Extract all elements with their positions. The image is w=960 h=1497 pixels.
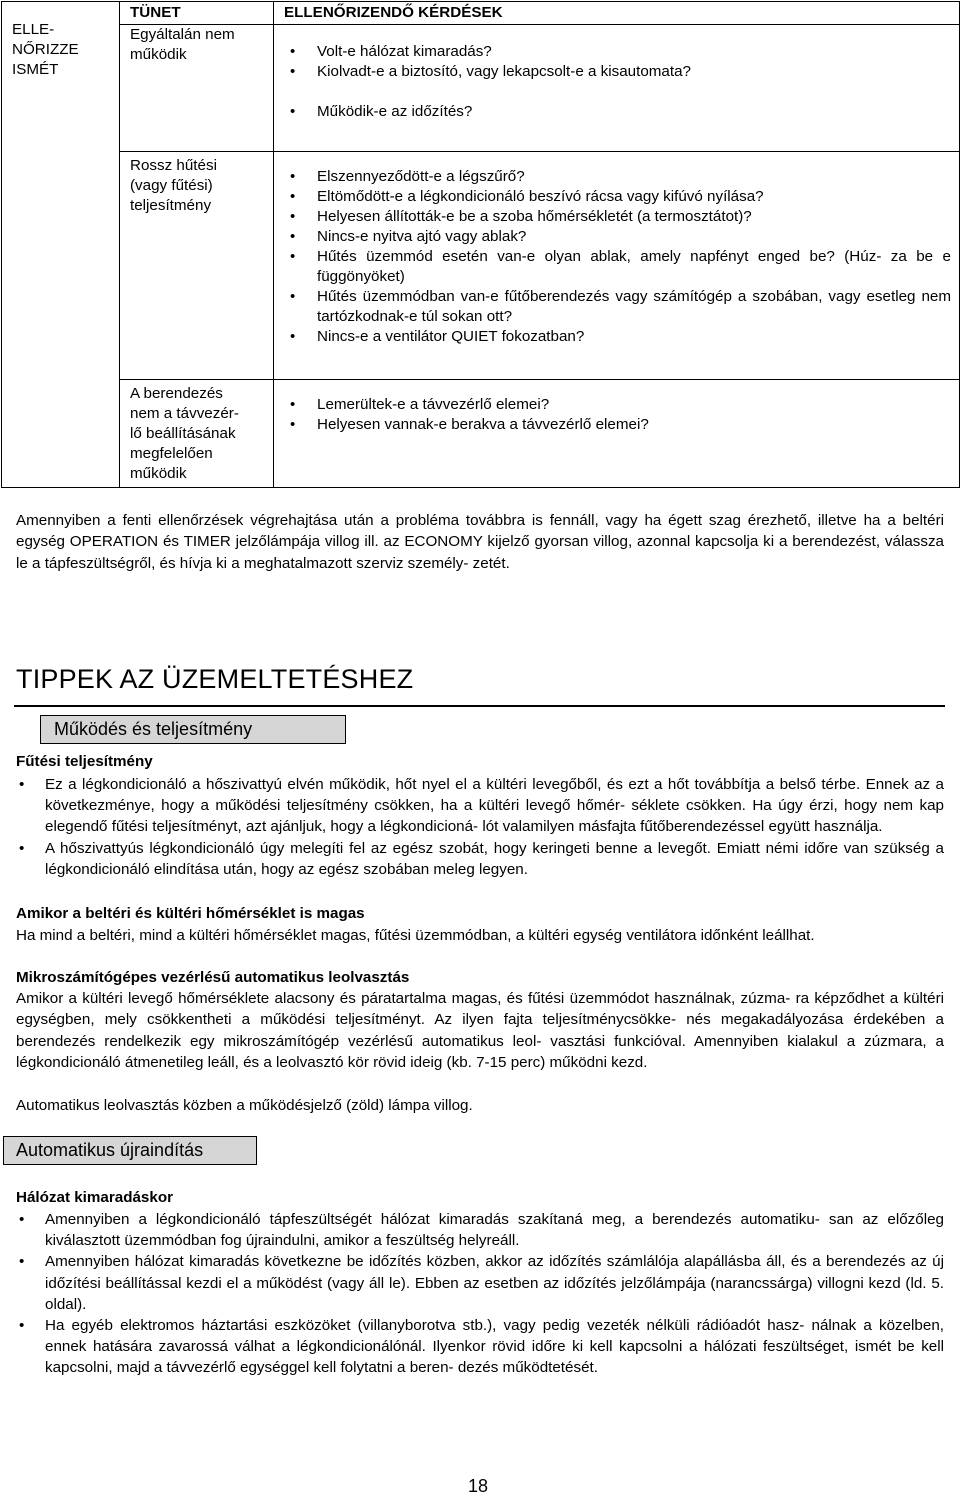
checks-cell xyxy=(274,25,960,152)
check-item: • Helyesen állították-e be a szoba hőmérsékletét (a termosztátot)? xyxy=(274,207,951,227)
check-item: • Hűtés üzemmódban van-e fűtőberendezés vagy számítógép a szobában, vagy esetleg nem tartózkodnak-e túl sokan ott? xyxy=(274,287,951,327)
heating-list xyxy=(16,774,944,880)
symptom-cell: A berendezés nem a távvezér- lő beállításának megfelelően működik xyxy=(120,380,274,488)
check-item: • Nincs-e a ventilátor QUIET fokozatban? xyxy=(274,327,951,347)
operation-performance-heading: Működés és teljesítmény xyxy=(40,715,346,744)
check-again-label: ELLE- NŐRIZZE ISMÉT xyxy=(2,2,120,488)
page-number: 18 xyxy=(468,1476,489,1496)
heating-heading: Fűtési teljesítmény xyxy=(16,753,153,770)
check-item: • Lemerültek-e a távvezérlő elemei? xyxy=(274,395,951,415)
section-title: TIPPEK AZ ÜZEMELTETÉSHEZ xyxy=(16,664,414,694)
defrost-text-2: Automatikus leolvasztás közben a működésjelző (zöld) lámpa villog. xyxy=(16,1097,473,1114)
defrost-text: Amikor a kültéri levegő hőmérséklete alacsony és páratartalma magas, és fűtési üzemmódot használnak, zúzma- ra képződhet a kültéri egységben, mely csökkentheti a működési teljesítményt. Az ilyen fajta teljesítménycsökke- nés megakadályozása érdekében a berendezés rendelkezik egy mikroszámítógép vezérlésű automatikus leol- vasztási funkcióval. Amennyiben kialakul a zúzmara, a légkondicionáló átmenetileg leáll, és a leolvasztó kör rövid ideig (kb. 7-15 perc) működni kezd. xyxy=(16,990,944,1071)
checks-cell xyxy=(274,380,960,488)
checks-header: ELLENŐRIZENDŐ KÉRDÉSEK xyxy=(274,2,960,25)
check-item: • Működik-e az időzítés? xyxy=(274,102,951,122)
list-item: • A hőszivattyús légkondicionáló úgy melegíti fel az egész szobát, hogy keringeti benne a levegőt. Emiatt némi időre van szükség a légkondicionáló elindítása után, hogy az egész szobában meleg legyen. xyxy=(16,838,944,880)
high-temp-text: Ha mind a beltéri, mind a kültéri hőmérséklet magas, fűtési üzemmódban, a kültéri egység ventilátora időnként leállhat. xyxy=(16,927,815,944)
symptom-cell: Rossz hűtési (vagy fűtési) teljesítmény xyxy=(120,152,274,380)
high-temp-heading: Amikor a beltéri és kültéri hőmérséklet is magas xyxy=(16,905,365,922)
symptom-cell: Egyáltalán nem működik xyxy=(120,25,274,152)
list-item: • Ha egyéb elektromos háztartási eszközöket (villanyborotva stb.), vagy pedig vezeték nélküli rádióadót hasz- nálnak a közelben, ennek hatására zavarossá válhat a légkondicionálónál. Ilyenkor rövid időre ki kell kapcsolni a hálózati feszültséget, ismét be kell kapcsolni, majd a távvezérlő egységgel kell folytatni a beren- dezés működtetését. xyxy=(16,1315,944,1379)
checks-cell xyxy=(274,152,960,380)
check-item: • Helyesen vannak-e berakva a távvezérlő elemei? xyxy=(274,415,951,435)
check-item: • Eltömődött-e a légkondicionáló beszívó rácsa vagy kifúvó nyílása? xyxy=(274,187,951,207)
symptom-header: TÜNET xyxy=(120,2,274,25)
list-item: • Amennyiben a légkondicionáló tápfeszültségét hálózat kimaradás szakítaná meg, a berendezés automatiku- san az előzőleg kiválasztott üzemmódban fog újraindulni, amikor a feszültség helyreáll. xyxy=(16,1209,944,1251)
check-item: • Nincs-e nyitva ajtó vagy ablak? xyxy=(274,227,951,247)
check-item: • Hűtés üzemmód esetén van-e olyan ablak, amely napfényt enged be? (Húz- za be e függönyöket) xyxy=(274,247,951,287)
warning-paragraph: Amennyiben a fenti ellenőrzések végrehajtása után a probléma továbbra is fennáll, vagy ha égett szag érezhető, illetve ha a beltéri egység OPERATION és TIMER jelzőlámpája villog ill. az ECONOMY kijelző gyorsan villog, azonnal kapcsolja ki a berendezést, válassza le a tápfeszültségről, és hívja ki a meghatalmazott szerviz személy- zetét. xyxy=(16,512,944,572)
auto-restart-heading: Automatikus újraindítás xyxy=(3,1136,257,1165)
check-item: • Kiolvadt-e a biztosító, vagy lekapcsolt-e a kisautomata? xyxy=(274,62,951,82)
list-item: • Ez a légkondicionáló a hőszivattyú elvén működik, hőt nyel el a kültéri levegőből, és ezt a hőt továbbítja a belső térbe. Ennek az a következménye, hogy a működési teljesítmény csökken, ha a kültéri levegő hőmér- séklete csökken. Ha úgy érzi, hogy nem kap elegendő fűtési teljesítményt, azt ajánljuk, hogy a légkondicioná- lót valamilyen másfajta fűtőberendezéssel együtt használja. xyxy=(16,774,944,838)
check-item: • Elszennyeződött-e a légszűrő? xyxy=(274,167,951,187)
outage-list xyxy=(16,1209,944,1379)
defrost-heading: Mikroszámítógépes vezérlésű automatikus leolvasztás xyxy=(16,969,410,986)
outage-heading: Hálózat kimaradáskor xyxy=(16,1189,174,1206)
list-item: • Amennyiben hálózat kimaradás következne be időzítés közben, akkor az időzítés számlálója alapállásba áll, és a berendezés az új időzítési beállítással kezdi el a működést (vagy áll le). Ebben az esetben az időzítés jelzőlámpája (narancssárga) villogni kezd (ld. 5. oldal). xyxy=(16,1251,944,1315)
title-underline xyxy=(14,705,945,707)
troubleshooting-table xyxy=(1,1,960,488)
check-item: • Volt-e hálózat kimaradás? xyxy=(274,42,951,62)
